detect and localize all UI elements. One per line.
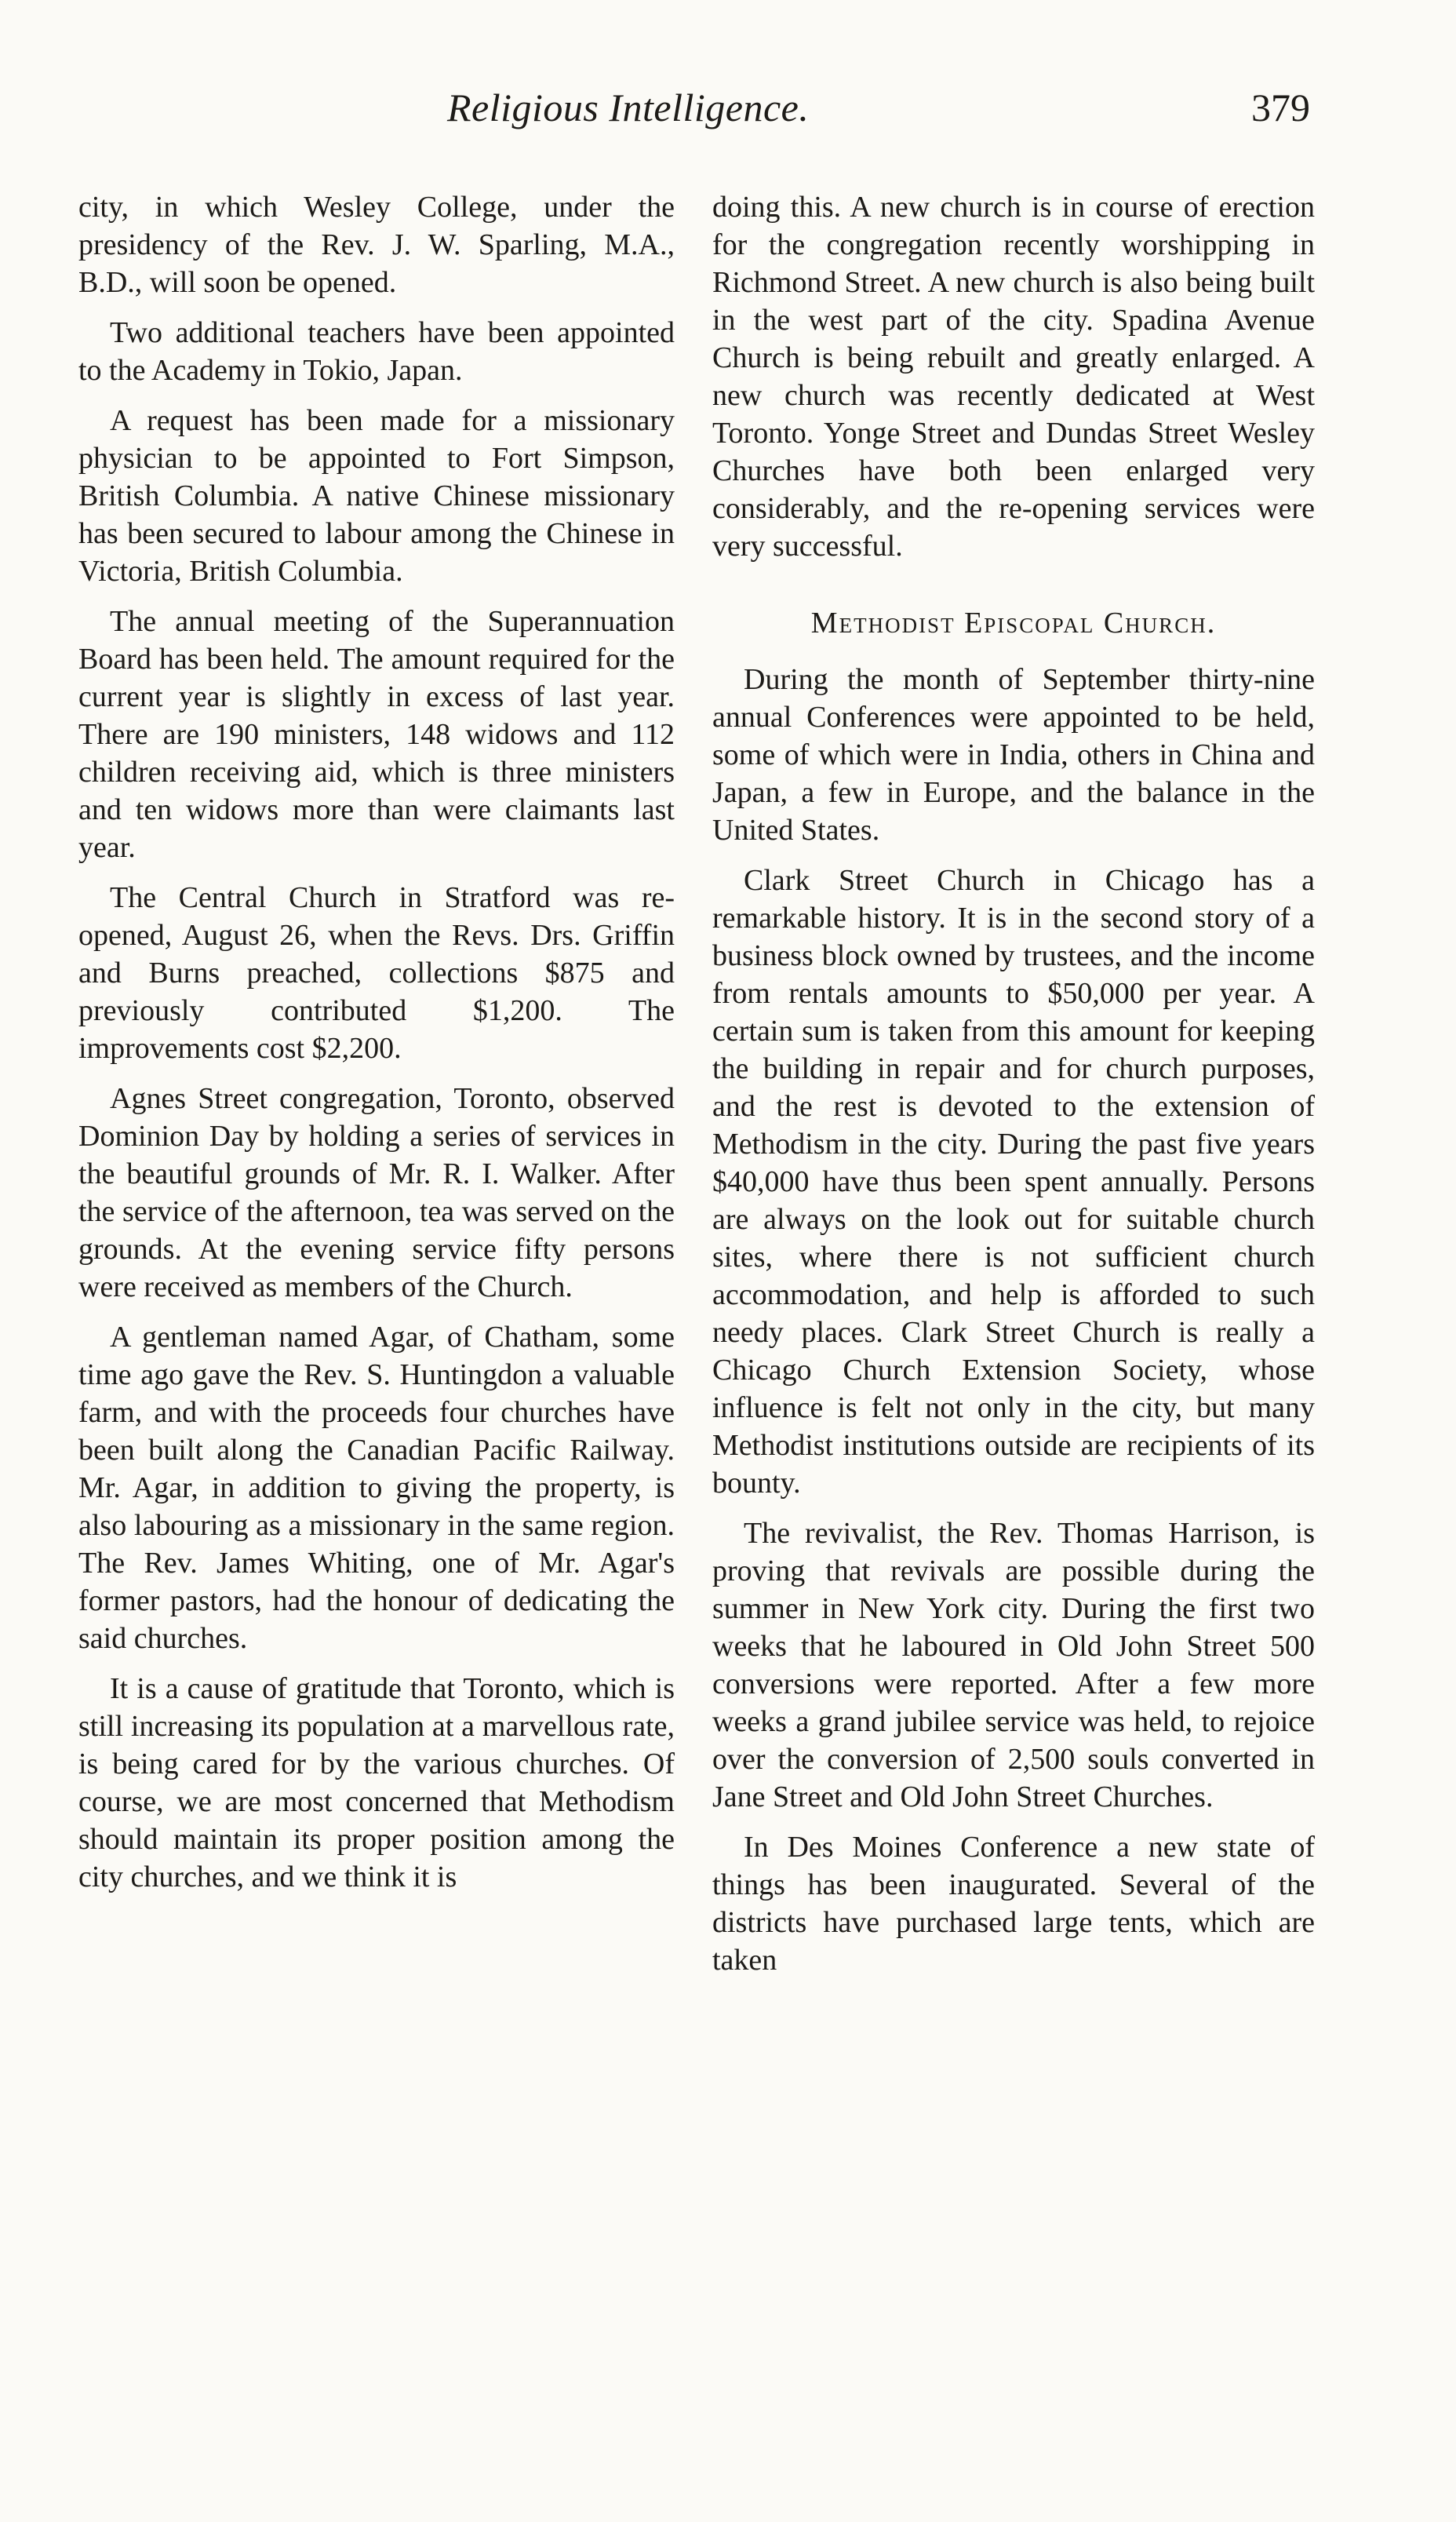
paragraph: A request has been made for a missionary physician to be appointed to Fort Simpson, British Columbia. A native Chinese missionary has been secured to labour among the Chinese in Victoria, British Columbia.: [78, 404, 675, 588]
paragraph: During the month of September thirty-nine annual Conferences were appointed to be held, some of which were in India, others in China and Japan, a few in Europe, and the balance in the United States.: [712, 663, 1315, 847]
right-column: [712, 188, 1315, 1992]
paragraph: The annual meeting of the Superannuation Board has been held. The amount required for the current year is slightly in excess of last year. There are 190 ministers, 148 widows and 112 children receiving aid, which is three ministers and ten widows more than were claimants last year.: [78, 605, 675, 864]
page-header: [78, 85, 1310, 155]
paragraph: doing this. A new church is in course of erection for the congregation recently worshipping in Richmond Street. A new church is also being built in the west part of the city. Spadina Avenue Church is being rebuilt and greatly enlarged. A new church was recently dedicated at West Toronto. Yonge Street and Dundas Street Wesley Churches have both been enlarged very considerably, and the re-opening services were very successful.: [712, 191, 1315, 563]
left-column: [78, 188, 675, 1908]
paragraph: In Des Moines Conference a new state of things has been inaugurated. Several of the districts have purchased large tents, which are taken: [712, 1831, 1315, 1977]
running-head: Religious Intelligence.: [447, 86, 810, 129]
paragraph: The revivalist, the Rev. Thomas Harrison, is proving that revivals are possible during the summer in New York city. During the first two weeks that he laboured in Old John Street 500 conversions were reported. After a few more weeks a grand jubilee service was held, to rejoice over the conversion of 2,500 souls converted in Jane Street and Old John Street Churches.: [712, 1517, 1315, 1813]
section-heading: Methodist Episcopal Church.: [810, 607, 1217, 640]
paragraph: Clark Street Church in Chicago has a remarkable history. It is in the second story of a business block owned by trustees, and the income from rentals amounts to $50,000 per year. A certain sum is taken from this amount for keeping the building in repair and for church purposes, and the rest is devoted to the extension of Methodism in the city. During the past five years $40,000 have thus been spent annually. Persons are always on the look out for suitable church sites, where there is not sufficient church accommodation, and help is afforded to such needy places. Clark Street Church is really a Chicago Church Extension Society, whose influence is felt not only in the city, but many Methodist institutions outside are recipients of its bounty.: [712, 864, 1315, 1500]
paragraph: city, in which Wesley College, under the presidency of the Rev. J. W. Sparling, M.A., B.D., will soon be opened.: [78, 191, 675, 299]
paragraph: Two additional teachers have been appointed to the Academy in Tokio, Japan.: [78, 316, 675, 387]
paragraph: The Central Church in Stratford was re-opened, August 26, when the Revs. Drs. Griffin and Burns preached, collections $875 and previously contributed $1,200. The improvements cost $2,200.: [78, 881, 675, 1065]
paragraph: It is a cause of gratitude that Toronto, which is still increasing its population at a marvellous rate, is being cared for by the various churches. Of course, we are most concerned that Methodism should maintain its proper position among the city churches, and we think it is: [78, 1672, 675, 1893]
page-number: 379: [1251, 86, 1310, 129]
paragraph: A gentleman named Agar, of Chatham, some time ago gave the Rev. S. Huntingdon a valuable farm, and with the proceeds four churches have been built along the Canadian Pacific Railway. Mr. Agar, in addition to giving the property, is also labouring as a missionary in the same region. The Rev. James Whiting, one of Mr. Agar's former pastors, had the honour of dedicating the said churches.: [78, 1321, 675, 1655]
paragraph: Agnes Street congregation, Toronto, observed Dominion Day by holding a series of services in the beautiful grounds of Mr. R. I. Walker. After the service of the afternoon, tea was served on the grounds. At the evening service fifty persons were received as members of the Church.: [78, 1082, 675, 1303]
